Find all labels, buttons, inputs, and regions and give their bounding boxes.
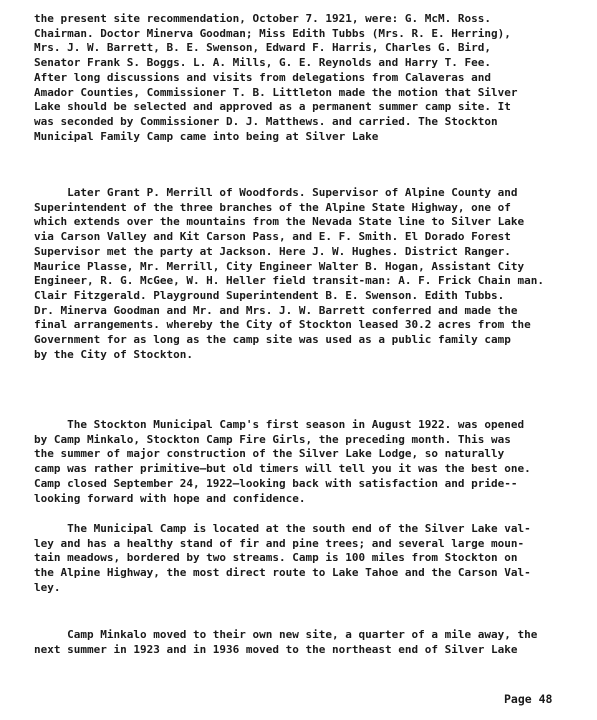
page-number: Page 48: [504, 692, 553, 706]
text-line: Municipal Family Camp came into being at Silver Lake: [34, 129, 379, 143]
text-line: Chairman. Doctor Minerva Goodman; Miss Edith Tubbs (Mrs. R. E. Herring),: [34, 26, 511, 40]
text-line: by Camp Minkalo, Stockton Camp Fire Girls, the preceding month. This was: [34, 432, 511, 446]
text-line: by the City of Stockton.: [34, 347, 193, 361]
text-line: After long discussions and visits from delegations from Calaveras and: [34, 70, 491, 84]
text-line: Later Grant P. Merrill of Woodfords. Supervisor of Alpine County and: [34, 186, 518, 199]
text-line: The Municipal Camp is located at the south end of the Silver Lake val-: [34, 522, 531, 535]
text-line: tain meadows, bordered by two streams. Camp is 100 miles from Stockton on: [34, 551, 518, 565]
text-line: Senator Frank S. Boggs. L. A. Mills, G. E. Reynolds and Harry T. Fee.: [34, 56, 491, 70]
text-line: Lake should be selected and approved as a permanent summer camp site. It: [34, 100, 511, 114]
text-line: Camp Minkalo moved to their own new site, a quarter of a mile away, the: [34, 628, 538, 641]
text-line: via Carson Valley and Kit Carson Pass, and E. F. Smith. El Dorado Forest: [34, 230, 511, 244]
text-line: Engineer, R. G. McGee, W. H. Heller field transit-man: A. F. Frick Chain man.: [34, 274, 544, 288]
text-line: next summer in 1923 and in 1936 moved to the northeast end of Silver Lake: [34, 642, 518, 656]
text-line: the Alpine Highway, the most direct route to Lake Tahoe and the Carson Val-: [34, 566, 531, 580]
text-line: camp was rather primitive—but old timers will tell you it was the best one.: [34, 462, 531, 476]
text-line: The Stockton Municipal Camp's first season in August 1922. was opened: [34, 418, 525, 431]
text-line: which extends over the mountains from the Nevada State line to Silver Lake: [34, 215, 525, 229]
text-line: Clair Fitzgerald. Playground Superintendent B. E. Swenson. Edith Tubbs.: [34, 288, 505, 302]
text-line: Dr. Minerva Goodman and Mr. and Mrs. J. W. Barrett conferred and made the: [34, 303, 518, 317]
text-line: Superintendent of the three branches of the Alpine State Highway, one of: [34, 200, 511, 214]
text-line: Maurice Plasse, Mr. Merrill, City Engineer Walter B. Hogan, Assistant City: [34, 259, 525, 273]
text-line: was seconded by Commissioner D. J. Matthews. and carried. The Stockton: [34, 114, 498, 128]
text-line: the present site recommendation, October 7. 1921, were: G. McM. Ross.: [34, 12, 491, 25]
text-line: Camp closed September 24, 1922—looking back with satisfaction and pride--: [34, 476, 518, 490]
text-line: final arrangements. whereby the City of Stockton leased 30.2 acres from the: [34, 318, 531, 332]
text-line: the summer of major construction of the Silver Lake Lodge, so naturally: [34, 447, 505, 461]
text-line: ley and has a healthy stand of fir and pine trees; and several large moun-: [34, 536, 525, 550]
text-line: Amador Counties, Commissioner T. B. Littleton made the motion that Silver: [34, 85, 518, 99]
text-line: Supervisor met the party at Jackson. Here J. W. Hughes. District Ranger.: [34, 244, 511, 258]
text-line: Government for as long as the camp site was used as a public family camp: [34, 333, 511, 346]
text-line: Mrs. J. W. Barrett, B. E. Swenson, Edward F. Harris, Charles G. Bird,: [34, 41, 491, 55]
text-line: looking forward with hope and confidence.: [34, 491, 306, 505]
text-line: ley.: [34, 580, 61, 594]
